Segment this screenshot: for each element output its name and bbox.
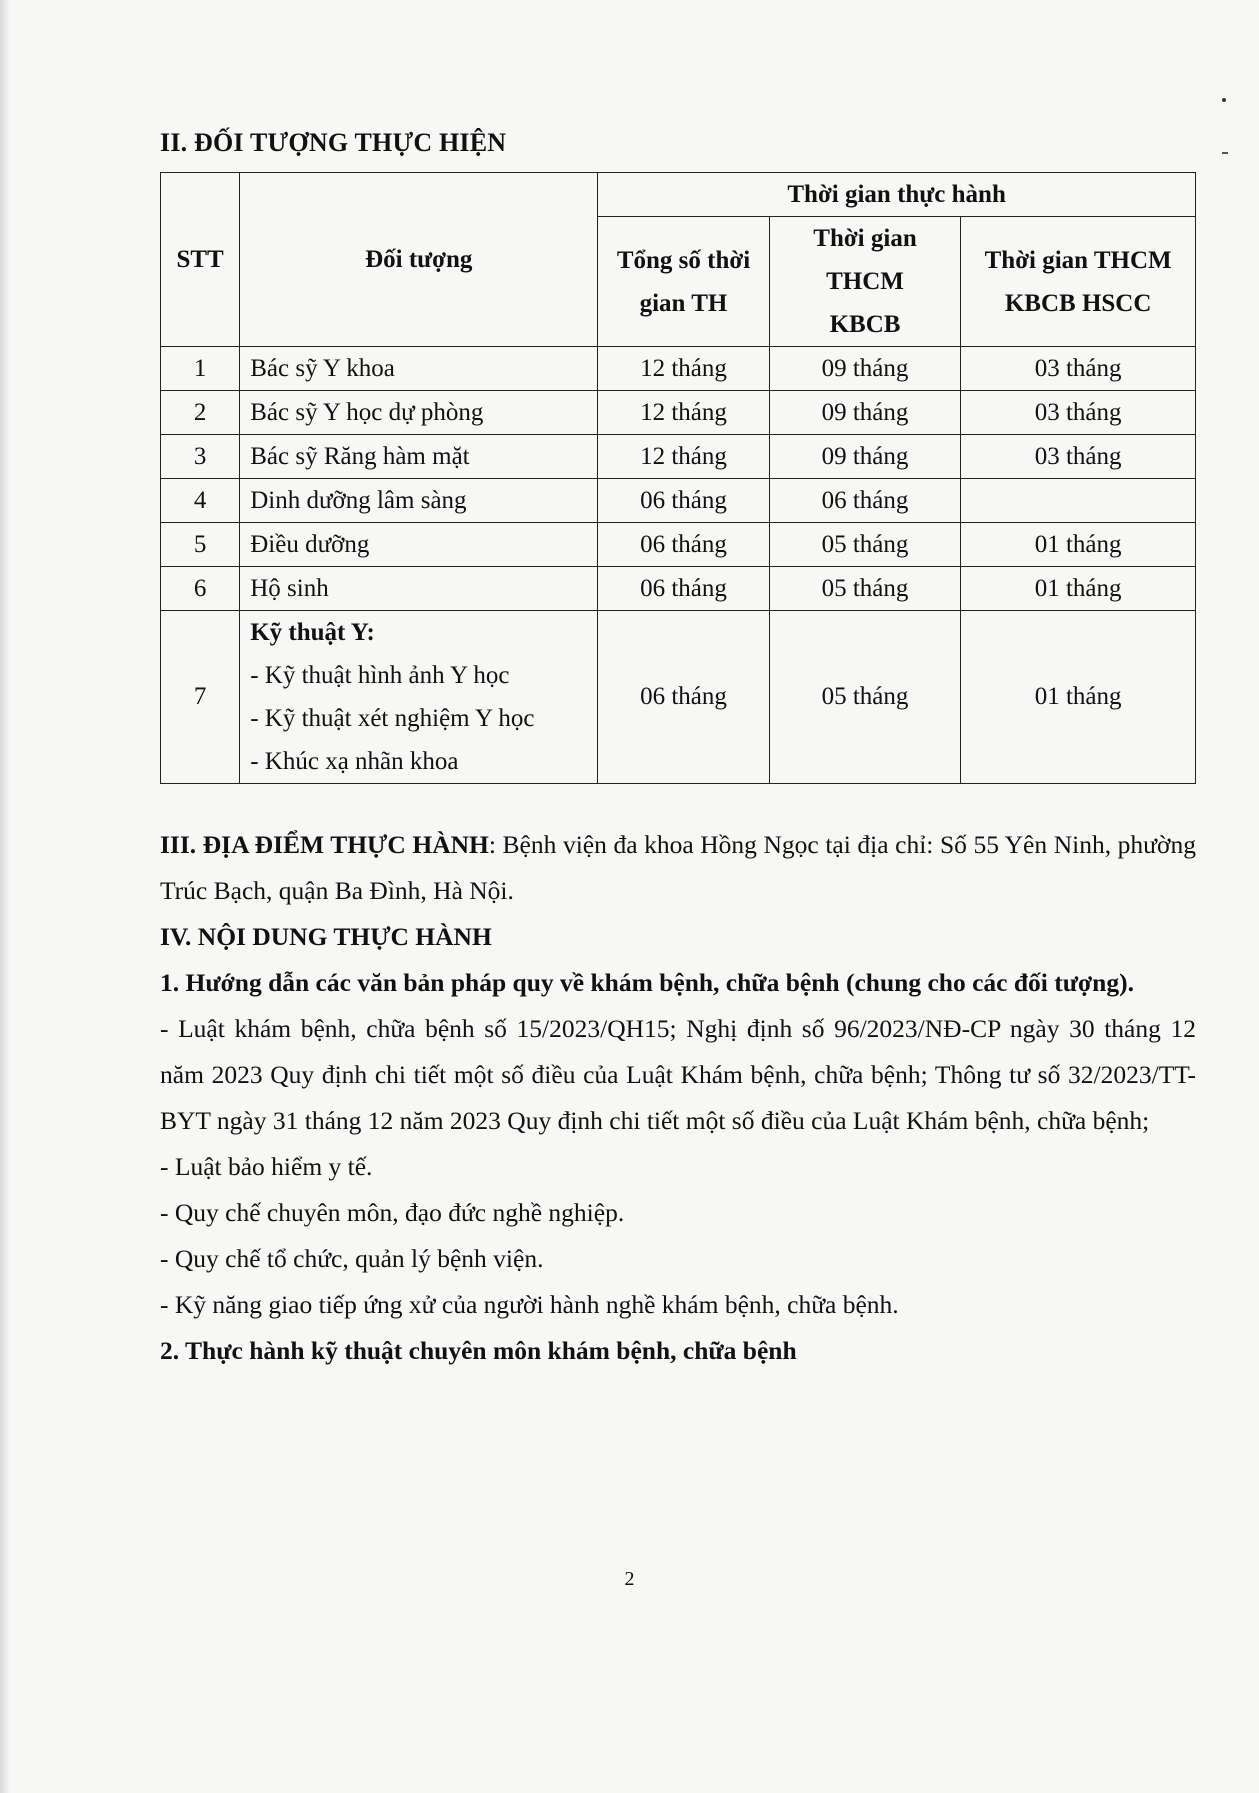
table-row [161,567,1196,611]
header-tong-line1: Tổng số thời [616,246,751,274]
cell-stt: 6 [161,567,240,611]
row7-item: - Kỹ thuật hình ảnh Y học [250,662,510,689]
subsection-1-heading: 1. Hướng dẫn các văn bản pháp quy về khám bệnh, chữa bệnh (chung cho các đối tượng). [160,968,1134,997]
page-edge-shadow [0,0,10,1793]
header-kbcb-line1: Thời gian [813,225,917,252]
cell-kbcb: 05 tháng [769,611,961,784]
header-kbcb-line2: THCM [826,268,904,295]
page-number: 2 [624,1568,635,1590]
subsection-2-heading: 2. Thực hành kỹ thuật chuyên môn khám bệnh, chữa bệnh [160,1336,797,1365]
cell-kbcb: 09 tháng [769,391,961,435]
cell-hscc: 01 tháng [961,567,1196,611]
cell-stt: 4 [161,479,240,523]
header-tong-line2: gian TH [639,289,728,317]
section-3-paragraph [160,822,1196,914]
cell-name: Dinh dưỡng lâm sàng [240,479,598,523]
cell-kbcb: 05 tháng [769,523,961,567]
table-row [161,435,1196,479]
cell-name: Bác sỹ Y khoa [240,347,598,391]
cell-hscc: 03 tháng [961,391,1196,435]
cell-kbcb: 06 tháng [769,479,961,523]
cell-stt: 3 [161,435,240,479]
header-kbcb-line3: KBCB [829,311,901,338]
row7-item: - Kỹ thuật xét nghiệm Y học [250,705,535,732]
list-item: - Quy chế tổ chức, quản lý bệnh viện. [160,1244,544,1273]
scan-speck [1222,98,1226,102]
practice-time-table [160,172,1196,784]
section-2-heading: II. ĐỐI TƯỢNG THỰC HIỆN [160,128,507,157]
list-item: - Luật bảo hiểm y tế. [160,1152,373,1181]
cell-stt: 7 [161,611,240,784]
cell-tong: 06 tháng [598,611,769,784]
cell-tong: 12 tháng [598,391,769,435]
header-group: Thời gian thực hành [598,173,1196,217]
cell-hscc: 01 tháng [961,611,1196,784]
cell-stt: 2 [161,391,240,435]
header-tong [598,217,769,347]
cell-kbcb: 05 tháng [769,567,961,611]
cell-hscc: 01 tháng [961,523,1196,567]
cell-tong: 06 tháng [598,479,769,523]
section-4-heading: IV. NỘI DUNG THỰC HÀNH [160,922,492,951]
cell-tong: 06 tháng [598,523,769,567]
section-3-text: : Bệnh viện đa khoa Hồng Ngọc tại địa chỉ: Số 55 Yên Ninh, phường Trúc Bạch, quận Ba Đình, Hà Nội. [160,830,1196,905]
cell-tong: 12 tháng [598,435,769,479]
page-content [160,128,1196,1374]
scan-speck [1222,152,1228,154]
table-row [161,479,1196,523]
row7-title: Kỹ thuật Y: [250,619,375,646]
cell-kbcb: 09 tháng [769,435,961,479]
list-item: - Kỹ năng giao tiếp ứng xử của người hành nghề khám bệnh, chữa bệnh. [160,1290,899,1319]
header-stt: STT [161,173,240,347]
row7-item: - Khúc xạ nhãn khoa [250,748,459,775]
cell-name: Hộ sinh [240,567,598,611]
cell-hscc: 03 tháng [961,347,1196,391]
cell-tong: 12 tháng [598,347,769,391]
cell-tong: 06 tháng [598,567,769,611]
table-row [161,611,1196,784]
list-item: - Quy chế chuyên môn, đạo đức nghề nghiệp. [160,1198,625,1227]
header-hscc-line2: KBCB HSCC [1004,289,1152,317]
header-hscc-line1: Thời gian THCM [984,246,1172,274]
cell-name-multi [240,611,598,784]
cell-name: Bác sỹ Răng hàm mặt [240,435,598,479]
table-row [161,523,1196,567]
header-hscc [961,217,1196,347]
header-doi-tuong: Đối tượng [240,173,598,347]
list-item: - Luật khám bệnh, chữa bệnh số 15/2023/QH15; Nghị định số 96/2023/NĐ-CP ngày 30 tháng 12 năm 2023 Quy định chi tiết một số điều của Luật Khám bệnh, chữa bệnh; Thông tư số 32/2023/TT-BYT ngày 31 tháng 12 năm 2023 Quy định chi tiết một số điều của Luật Khám bệnh, chữa bệnh; [160,1014,1196,1135]
section-3-heading: III. ĐỊA ĐIỂM THỰC HÀNH [160,830,489,859]
cell-name: Bác sỹ Y học dự phòng [240,391,598,435]
cell-stt: 5 [161,523,240,567]
header-kbcb [769,217,961,347]
cell-hscc [961,479,1196,523]
cell-kbcb: 09 tháng [769,347,961,391]
cell-hscc: 03 tháng [961,435,1196,479]
cell-stt: 1 [161,347,240,391]
cell-name: Điều dưỡng [240,523,598,567]
table-row [161,347,1196,391]
table-row [161,391,1196,435]
